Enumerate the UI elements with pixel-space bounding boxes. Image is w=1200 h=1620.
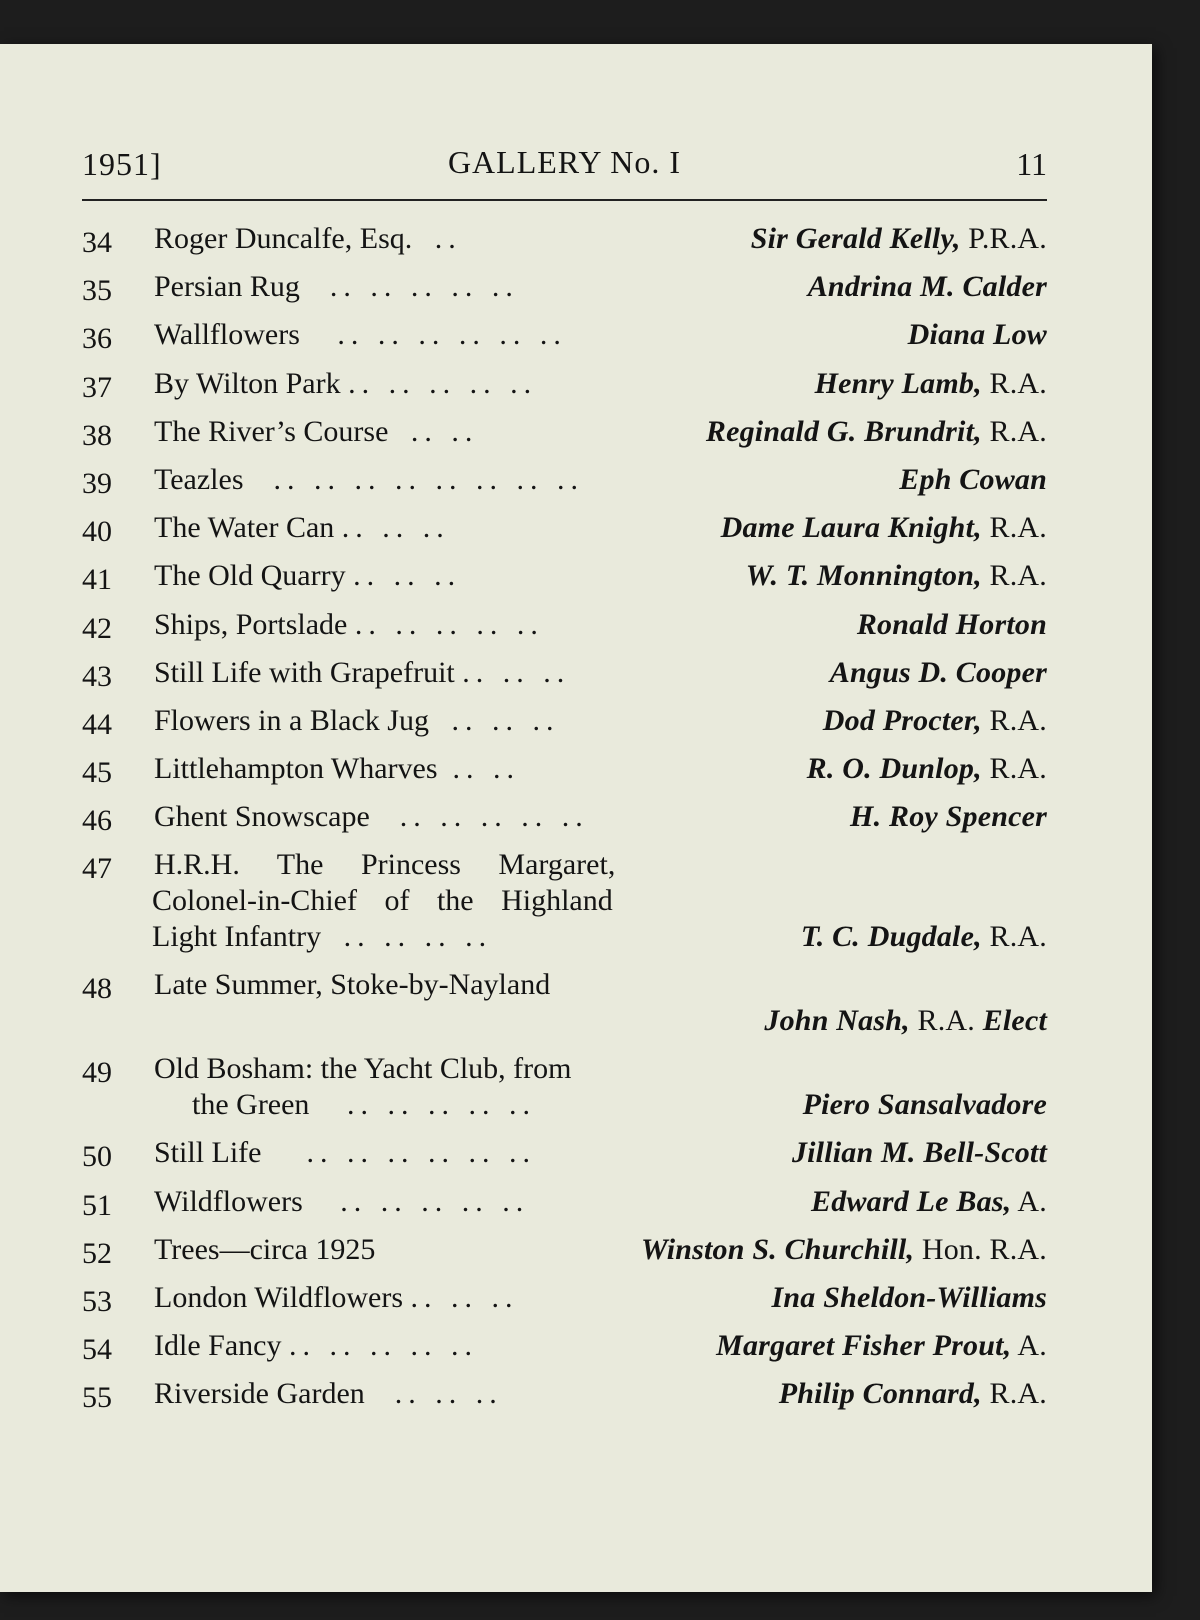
- entry-suffix: R.A.: [981, 920, 1047, 954]
- entry-title-line: Colonel-in-Chief of the Highland: [152, 884, 613, 918]
- leader-dots: .. .. .. .. ..: [348, 366, 538, 400]
- entry-artist: Eph Cowan: [899, 462, 1047, 496]
- catalogue-entry: [82, 270, 1047, 318]
- entry-title: Ships, Portslade: [154, 607, 348, 641]
- entry-artist: T. C. Dugdale,: [800, 920, 982, 954]
- catalogue-entry: [82, 318, 1047, 366]
- leader-dots: .. .. .. .. .. ..: [337, 318, 567, 352]
- entry-number: 51: [82, 1188, 112, 1222]
- leader-dots: .. .. ..: [394, 1377, 503, 1411]
- catalogue-entry: [82, 704, 1047, 752]
- leader-dots: .. .. .. .. ..: [329, 270, 519, 304]
- entry-title: Roger Duncalfe, Esq.: [154, 222, 413, 255]
- entry-title-line: H.R.H. The Princess Margaret,: [154, 848, 616, 882]
- entry-suffix: A.: [1011, 1329, 1047, 1363]
- entry-title: Wildflowers: [154, 1184, 303, 1218]
- entry-number: 47: [82, 852, 112, 886]
- leader-dots: .. .. ..: [462, 655, 571, 689]
- entry-artist: Reginald G. Brundrit,: [705, 414, 982, 448]
- header-rule: [82, 199, 1047, 201]
- entry-title: Late Summer, Stoke-by-Nayland: [154, 968, 551, 1002]
- entry-number: 53: [82, 1285, 112, 1318]
- catalogue-entry: [82, 1185, 1047, 1233]
- entry-artist: Andrina M. Calder: [807, 270, 1047, 304]
- entry-artist: Margaret Fisher Prout,: [716, 1329, 1012, 1363]
- entry-artist: Edward Le Bas,: [811, 1184, 1012, 1218]
- leader-dots: .. .. .. .. ..: [340, 1184, 530, 1218]
- entry-title: The River’s Course: [154, 414, 389, 448]
- page-header: [82, 146, 1047, 186]
- entry-suffix: A.: [1011, 1184, 1047, 1218]
- entry-suffix: R.A.: [981, 1377, 1047, 1411]
- entry-artist: Dame Laura Knight,: [720, 511, 982, 545]
- leader-dots: .. .. ..: [353, 559, 462, 593]
- catalogue-entry: [82, 656, 1047, 704]
- entry-title: By Wilton Park: [154, 366, 341, 400]
- entry-artist: Piero Sansalvadore: [802, 1088, 1047, 1122]
- entry-artist: Ronald Horton: [856, 607, 1047, 641]
- entry-number: 52: [82, 1236, 112, 1270]
- entry-title: Trees—circa 1925: [154, 1232, 376, 1266]
- entry-artist: Angus D. Cooper: [829, 655, 1047, 689]
- gallery-title: GALLERY No. I: [447, 144, 682, 180]
- leader-dots: .. ..: [452, 752, 521, 786]
- entry-title: The Water Can: [154, 511, 335, 545]
- entry-title: Teazles: [154, 462, 244, 496]
- catalogue-entry: [82, 415, 1047, 463]
- leader-dots: .. .. .. .. ..: [288, 1329, 478, 1363]
- entry-title: Riverside Garden: [154, 1377, 365, 1411]
- entry-title: The Old Quarry: [154, 559, 346, 593]
- entry-artist: John Nash,: [764, 1004, 910, 1038]
- entry-artist: R. O. Dunlop,: [806, 752, 982, 786]
- entry-artist: Ina Sheldon-Williams: [771, 1281, 1047, 1314]
- entry-number: 49: [82, 1056, 112, 1090]
- catalogue-entry: [82, 752, 1047, 800]
- catalogue-entry: [82, 608, 1047, 656]
- leader-dots: ..: [434, 222, 462, 255]
- catalogue-entries: [82, 222, 1047, 1426]
- header-year: 1951]: [82, 146, 162, 182]
- leader-dots: .. .. .. .. .. ..: [306, 1136, 536, 1170]
- entry-suffix: R.A.: [981, 414, 1047, 448]
- entry-number: 48: [82, 972, 112, 1006]
- catalogue-entry: [82, 848, 1047, 968]
- entry-artist: Winston S. Churchill,: [640, 1232, 915, 1266]
- entry-number: 41: [82, 563, 112, 597]
- entry-title: Idle Fancy: [154, 1329, 282, 1363]
- catalogue-entry: [82, 1052, 1047, 1136]
- catalogue-entry: [82, 1233, 1047, 1281]
- leader-dots: .. .. ..: [410, 1281, 519, 1314]
- entry-title: Persian Rug: [154, 270, 300, 304]
- entry-number: 38: [82, 418, 112, 452]
- entry-suffix: P.R.A.: [960, 222, 1047, 255]
- entry-artist: Philip Connard,: [778, 1377, 982, 1411]
- entry-number: 43: [82, 659, 112, 693]
- entry-number: 34: [82, 226, 112, 259]
- entry-number: 46: [82, 804, 112, 838]
- catalogue-entry: [82, 511, 1047, 559]
- entry-suffix: R.A.: [909, 1004, 983, 1038]
- leader-dots: .. .. ..: [451, 703, 560, 737]
- leader-dots: .. .. .. .. ..: [346, 1088, 536, 1122]
- entry-number: 40: [82, 515, 112, 549]
- leader-dots: .. .. .. .. .. .. .. ..: [273, 462, 585, 496]
- entry-title: Flowers in a Black Jug: [154, 703, 429, 737]
- catalogue-entry: [82, 968, 1047, 1052]
- entry-artist: Jillian M. Bell-Scott: [791, 1136, 1047, 1170]
- entry-number: 55: [82, 1381, 112, 1415]
- leader-dots: .. ..: [410, 414, 479, 448]
- entry-suffix: Hon. R.A.: [914, 1232, 1047, 1266]
- leader-dots: .. .. ..: [341, 511, 450, 545]
- entry-title: Littlehampton Wharves: [154, 752, 438, 786]
- catalogue-entry: [82, 1281, 1047, 1329]
- leader-dots: .. .. .. .. ..: [354, 607, 544, 641]
- entry-number: 44: [82, 707, 112, 741]
- leader-dots: .. .. .. ..: [343, 920, 493, 954]
- entry-artist: Dod Procter,: [822, 703, 982, 737]
- entry-artist: W. T. Monnington,: [745, 559, 982, 593]
- catalogue-entry: [82, 463, 1047, 511]
- entry-artist: H. Roy Spencer: [850, 800, 1047, 834]
- entry-title: Still Life with Grapefruit: [154, 655, 455, 689]
- entry-suffix: R.A.: [981, 366, 1047, 400]
- entry-number: 36: [82, 322, 112, 356]
- entry-number: 42: [82, 611, 112, 645]
- catalogue-entry: [82, 222, 1047, 270]
- entry-title-line: the Green: [192, 1088, 310, 1122]
- entry-number: 35: [82, 274, 112, 308]
- catalogue-entry: [82, 559, 1047, 607]
- entry-artist: Sir Gerald Kelly,: [750, 222, 961, 255]
- entry-title: Wallflowers: [154, 318, 300, 352]
- entry-suffix: R.A.: [981, 559, 1047, 593]
- leader-dots: .. .. .. .. ..: [399, 800, 589, 834]
- entry-title: London Wildflowers: [154, 1281, 404, 1314]
- page-number: 11: [1016, 146, 1047, 182]
- entry-number: 45: [82, 756, 112, 790]
- entry-suffix-elect: Elect: [982, 1004, 1047, 1038]
- entry-title: Still Life: [154, 1136, 262, 1170]
- entry-suffix: R.A.: [981, 752, 1047, 786]
- catalogue-entry: [82, 1136, 1047, 1184]
- entry-number: 50: [82, 1140, 112, 1174]
- entry-title: Ghent Snowscape: [154, 800, 370, 834]
- catalogue-entry: [82, 1377, 1047, 1425]
- entry-suffix: R.A.: [981, 511, 1047, 545]
- catalogue-entry: [82, 1329, 1047, 1377]
- entry-artist: Henry Lamb,: [814, 366, 982, 400]
- catalogue-entry: [82, 367, 1047, 415]
- entry-number: 37: [82, 370, 112, 404]
- entry-number: 54: [82, 1333, 112, 1367]
- entry-suffix: R.A.: [981, 703, 1047, 737]
- entry-title-line: Old Bosham: the Yacht Club, from: [154, 1052, 572, 1086]
- entry-artist: Diana Low: [907, 318, 1047, 352]
- entry-title-line: Light Infantry: [152, 920, 322, 954]
- entry-number: 39: [82, 466, 112, 500]
- catalogue-entry: [82, 800, 1047, 848]
